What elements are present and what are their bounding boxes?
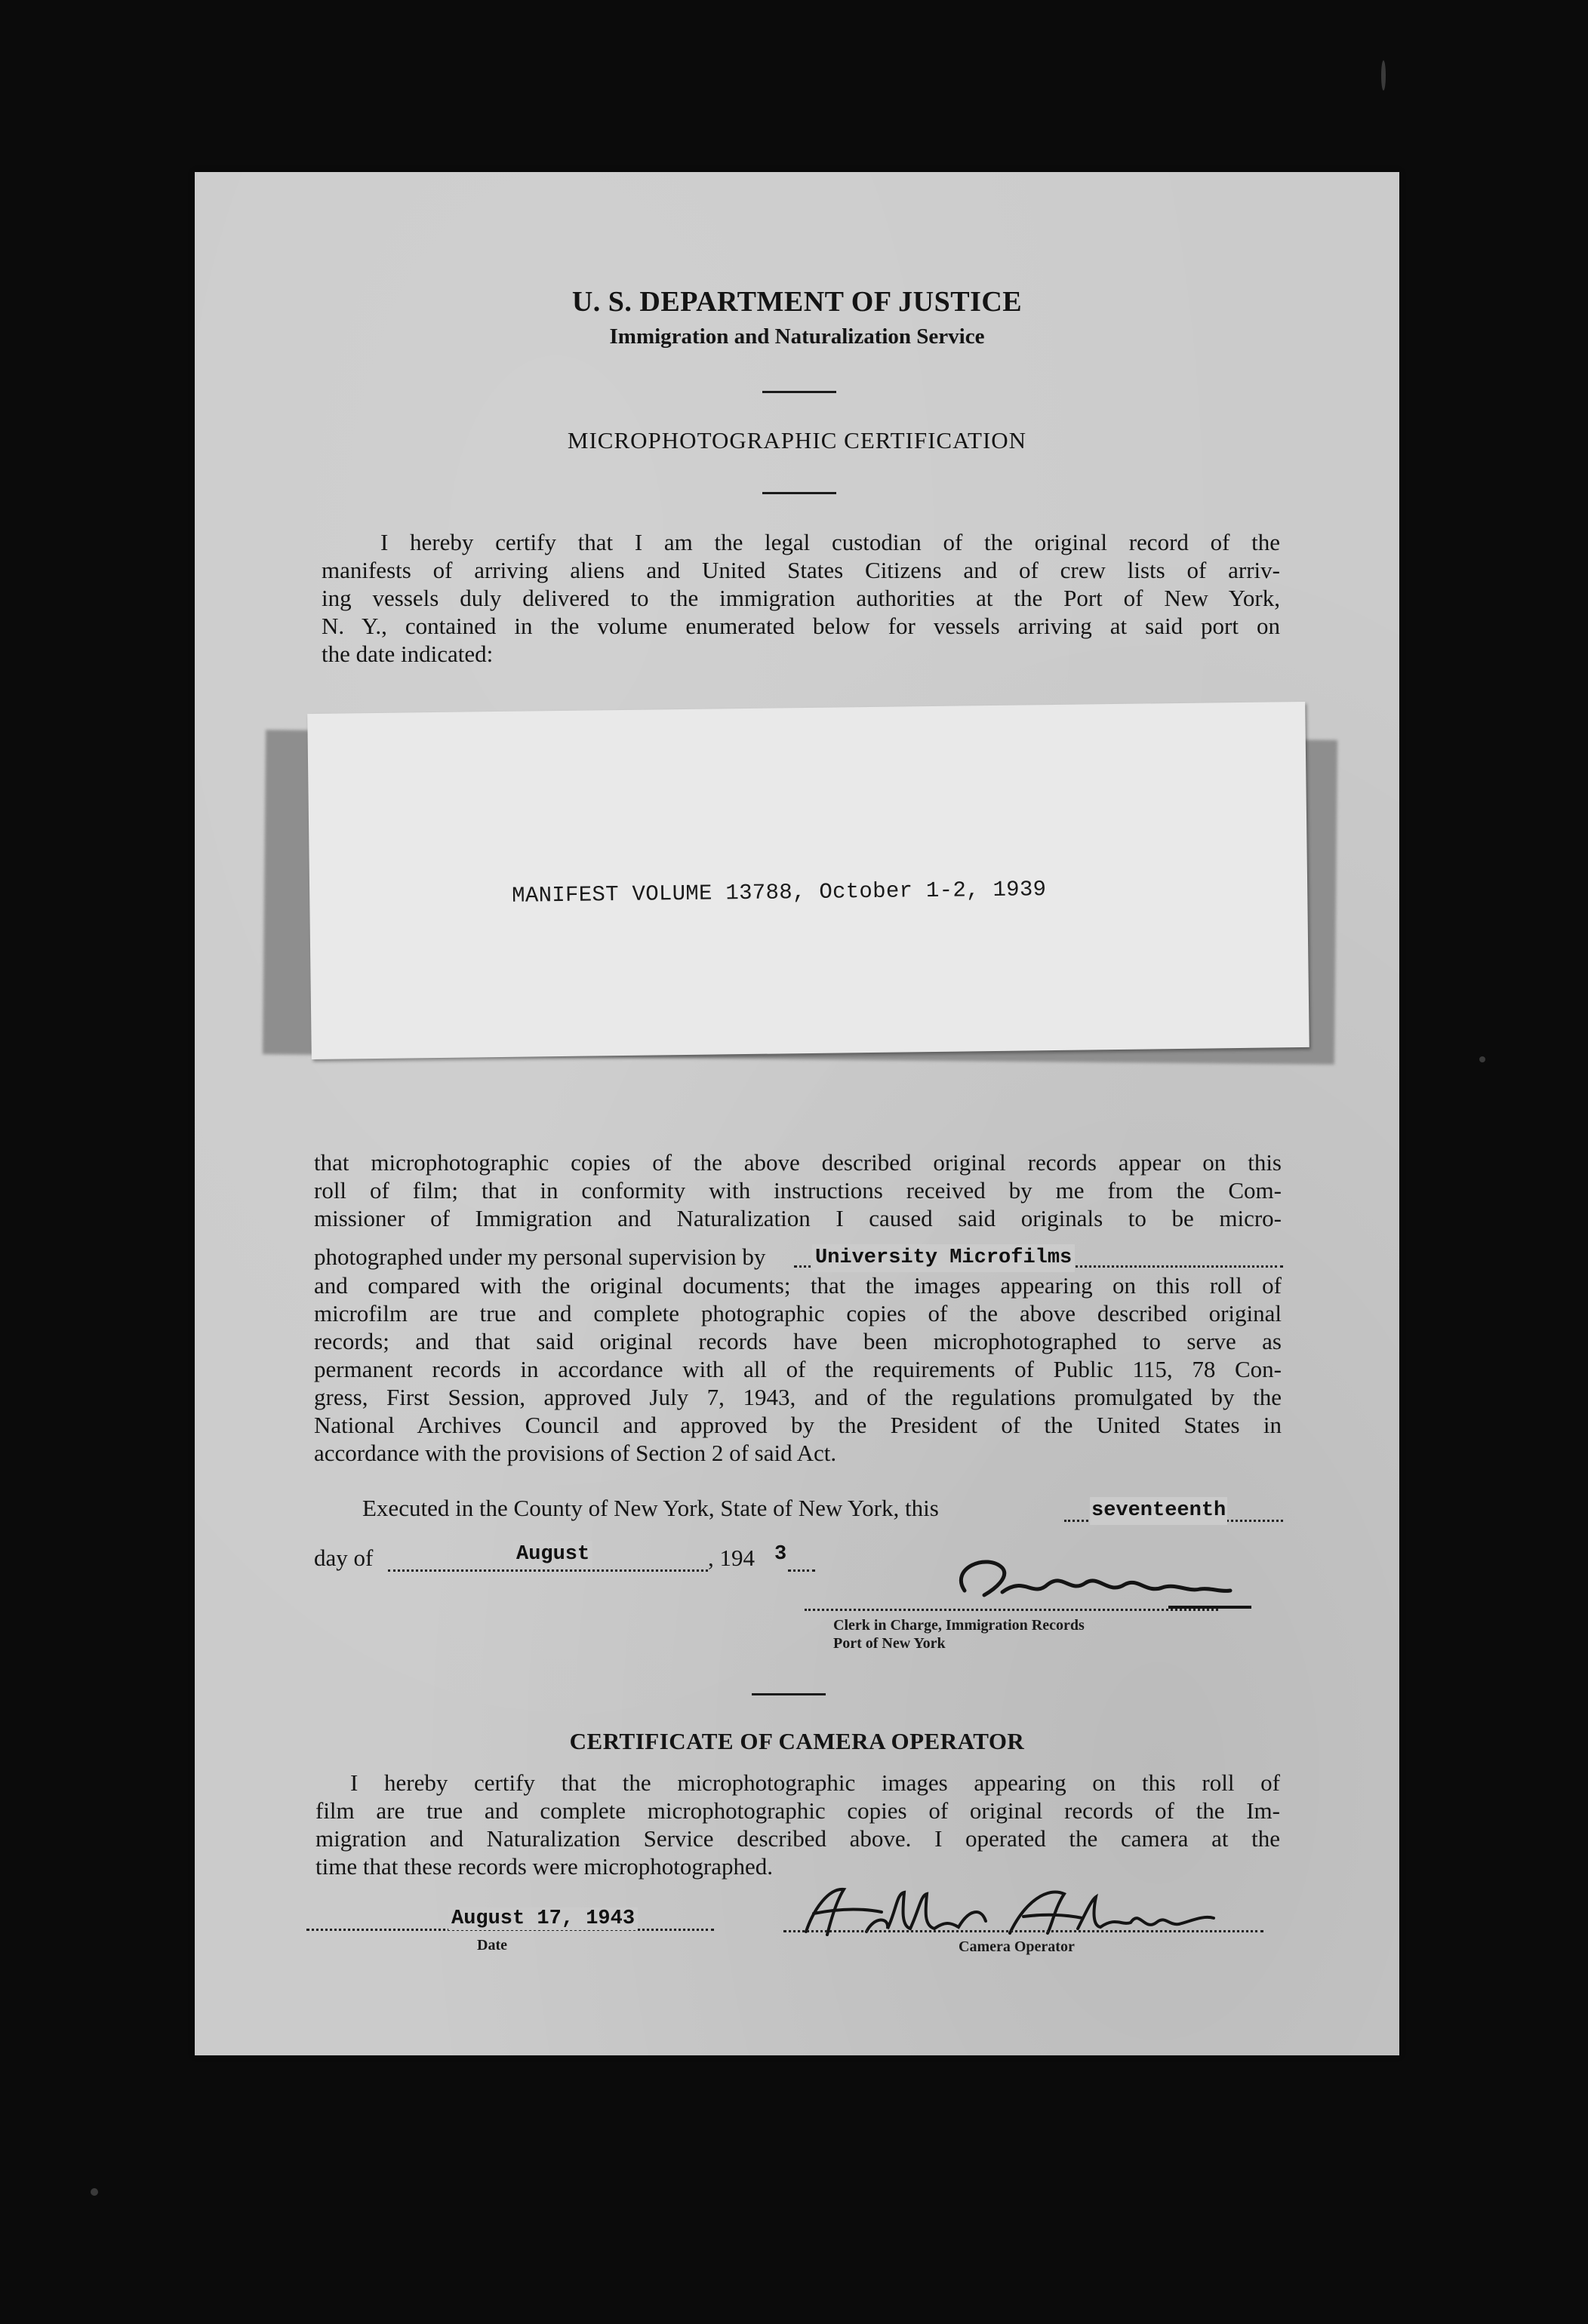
executed-day: seventeenth: [1090, 1497, 1227, 1525]
body-line: accordance with the provisions of Section 2 of said Act.: [314, 1440, 837, 1466]
body-line: and compared with the original documents; that the images appearing on this roll of: [314, 1272, 1282, 1299]
camera-line: I hereby certify that the microphotographic images appearing on this roll of: [350, 1769, 1280, 1796]
body-line: National Archives Council and approved by the President of the United States in: [314, 1412, 1282, 1438]
clerk-title: Clerk in Charge, Immigration Records: [833, 1617, 1085, 1634]
date-label: Date: [477, 1937, 507, 1954]
divider-rule: [752, 1693, 826, 1695]
film-speck: [91, 2188, 98, 2196]
signature-dots: [805, 1609, 1218, 1611]
supervision-prefix: photographed under my personal supervision by: [314, 1243, 766, 1270]
year-digit: 3: [774, 1543, 787, 1566]
camera-operator-heading: CERTIFICATE OF CAMERA OPERATOR: [569, 1728, 1025, 1754]
camera-operator-signature: [783, 1879, 1251, 1947]
department-title: U. S. DEPARTMENT OF JUSTICE: [571, 286, 1023, 318]
camera-line: migration and Naturalization Service described above. I operated the camera at the: [315, 1825, 1280, 1852]
intro-line: the date indicated:: [322, 641, 494, 667]
manifest-slip: [307, 702, 1309, 1059]
executed-line: [362, 1494, 1283, 1527]
camera-line: film are true and complete microphotographic copies of original records of the Im-: [315, 1797, 1280, 1824]
supervision-value: University Microfilms: [812, 1244, 1075, 1272]
service-subtitle: Immigration and Naturalization Service: [609, 324, 985, 349]
body-line: missioner of Immigration and Naturalization I caused said originals to be micro-: [314, 1205, 1282, 1231]
film-speck: [1479, 1056, 1485, 1062]
intro-line: I hereby certify that I am the legal custodian of the original record of the: [380, 529, 1280, 555]
camera-operator-label: Camera Operator: [959, 1938, 1075, 1955]
month-value: August: [513, 1541, 592, 1569]
camera-paragraph: [315, 1769, 1280, 1880]
body-line: microfilm are true and complete photographic copies of the above described original: [314, 1300, 1282, 1326]
body-paragraph: [314, 1148, 1282, 1467]
intro-line: N. Y., contained in the volume enumerated below for vessels arriving at said port on: [322, 613, 1280, 639]
film-speck: [1381, 60, 1386, 91]
body-line: that microphotographic copies of the above described original records appear on this: [314, 1149, 1282, 1176]
clerk-caption: [833, 1616, 1085, 1652]
certificate-page: [195, 172, 1399, 2055]
fill-dots: [388, 1569, 708, 1572]
executed-prefix: Executed in the County of New York, State of New York, this: [362, 1495, 939, 1521]
year-prefix: , 194: [708, 1545, 755, 1571]
intro-line: ing vessels duly delivered to the immigration authorities at the Port of New York,: [322, 585, 1280, 611]
fill-dots: [788, 1569, 815, 1572]
body-line: records; and that said original records have been microphotographed to serve as: [314, 1328, 1282, 1354]
signature-dots: [783, 1930, 1263, 1932]
body-line: roll of film; that in conformity with instructions received by me from the Com-: [314, 1177, 1282, 1204]
intro-line: manifests of arriving aliens and United States Citizens and of crew lists of arriv-: [322, 557, 1280, 583]
day-of-label: day of: [314, 1545, 374, 1571]
camera-date-value: August 17, 1943: [448, 1907, 638, 1930]
manifest-volume-text: MANIFEST VOLUME 13788, October 1-2, 1939: [512, 877, 1047, 908]
divider-rule: [762, 492, 836, 494]
intro-paragraph: [322, 528, 1280, 668]
day-of-line: [314, 1541, 918, 1574]
clerk-port: Port of New York: [833, 1635, 946, 1652]
camera-line: time that these records were microphotographed.: [315, 1853, 773, 1880]
body-line: gress, First Session, approved July 7, 1943, and of the regulations promulgated by the: [314, 1384, 1282, 1410]
body-line: permanent records in accordance with all of the requirements of Public 115, 78 Con-: [314, 1356, 1282, 1382]
certification-heading: MICROPHOTOGRAPHIC CERTIFICATION: [567, 427, 1027, 453]
divider-rule: [762, 391, 836, 393]
